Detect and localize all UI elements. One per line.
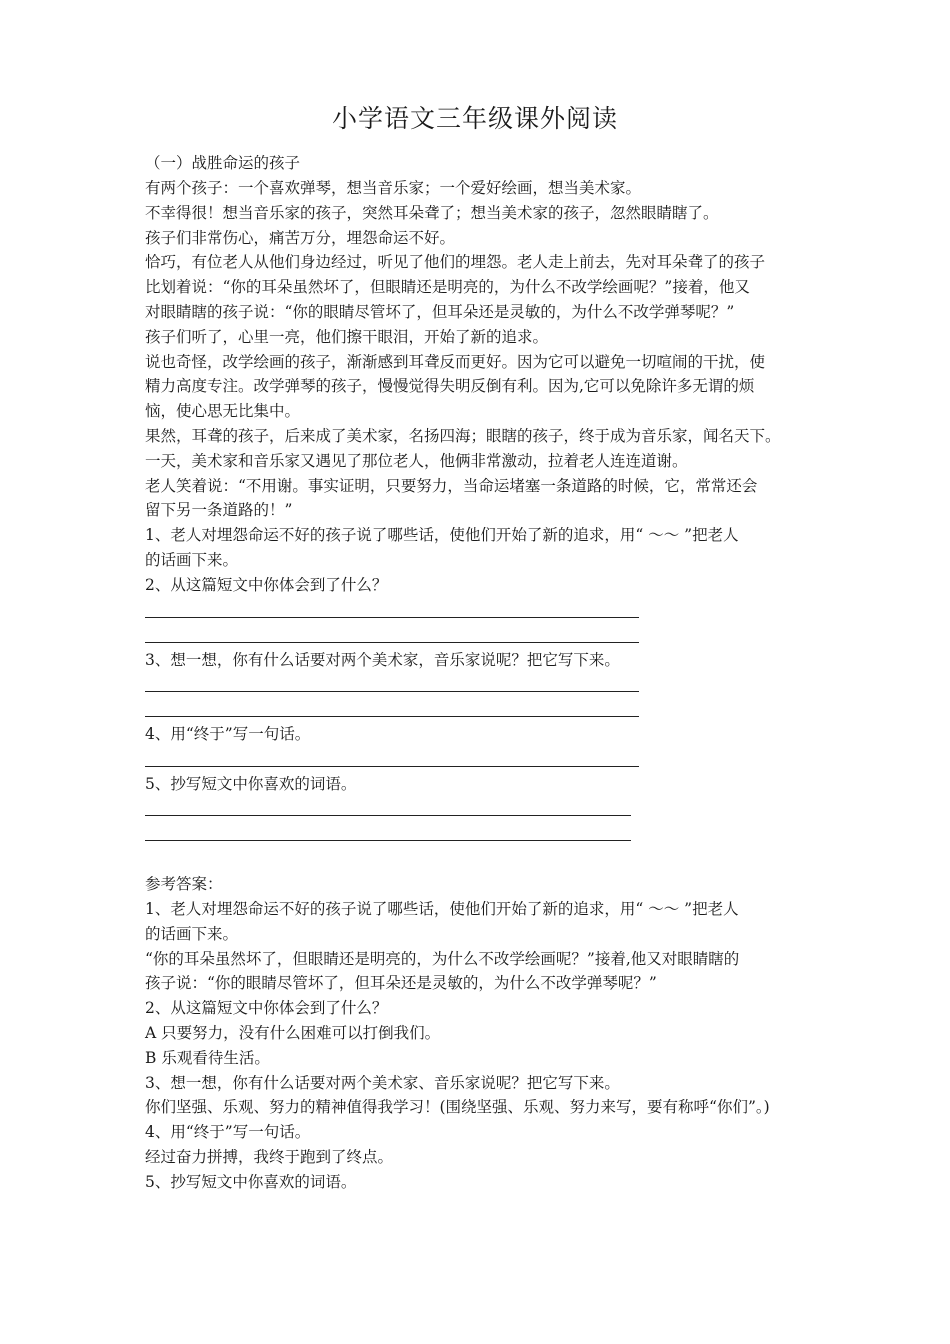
answer-line: 1、老人对埋怨命运不好的孩子说了哪些话，使他们开始了新的追求，用“ ～～ ”把老人 bbox=[145, 900, 739, 918]
answer-line: 4、用“终于”写一句话。 bbox=[145, 1123, 311, 1141]
story-line: 说也奇怪，改学绘画的孩子，渐渐感到耳聋反而更好。因为它可以避免一切喧闹的干扰，使 bbox=[145, 353, 766, 371]
story-line: 精力高度专注。改学弹琴的孩子，慢慢觉得失明反倒有利。因为,它可以免除许多无谓的烦 bbox=[145, 377, 755, 395]
story-line: 不幸得很！想当音乐家的孩子，突然耳朵聋了；想当美术家的孩子，忽然眼睛瞎了。 bbox=[145, 204, 719, 222]
story-line: 恼，使心思无比集中。 bbox=[145, 402, 301, 420]
answer-line: 3、想一想，你有什么话要对两个美术家、音乐家说呢？把它写下来。 bbox=[145, 1074, 620, 1092]
answer-blank-line[interactable] bbox=[145, 642, 639, 643]
answer-line: A 只要努力，没有什么困难可以打倒我们。 bbox=[145, 1024, 441, 1042]
story-line: 恰巧，有位老人从他们身边经过，听见了他们的埋怨。老人走上前去，先对耳朵聋了的孩子 bbox=[145, 253, 766, 271]
story-line: 留下另一条道路的！” bbox=[145, 501, 293, 519]
story-line: 果然，耳聋的孩子，后来成了美术家，名扬四海；眼瞎的孩子，终于成为音乐家，闻名天下。 bbox=[145, 427, 781, 445]
question-1: 1、老人对埋怨命运不好的孩子说了哪些话，使他们开始了新的追求，用“ ～～ ”把老人 bbox=[145, 526, 739, 544]
answer-blank-line[interactable] bbox=[145, 617, 639, 618]
answer-line: B 乐观看待生活。 bbox=[145, 1049, 270, 1067]
story-line: 孩子们听了，心里一亮，他们擦干眼泪，开始了新的追求。 bbox=[145, 328, 549, 346]
question-5: 5、抄写短文中你喜欢的词语。 bbox=[145, 775, 357, 793]
answer-line: 2、从这篇短文中你体会到了什么？ bbox=[145, 999, 388, 1017]
answer-line: “你的耳朵虽然坏了，但眼睛还是明亮的，为什么不改学绘画呢？”接着,他又对眼睛瞎的 bbox=[145, 950, 740, 968]
answer-line: 经过奋力拼搏，我终于跑到了终点。 bbox=[145, 1148, 394, 1166]
story-line: 孩子们非常伤心，痛苦万分，埋怨命运不好。 bbox=[145, 229, 456, 247]
question-3: 3、想一想，你有什么话要对两个美术家，音乐家说呢？把它写下来。 bbox=[145, 651, 620, 669]
answer-line: 你们坚强、乐观、努力的精神值得我学习！(围绕坚强、乐观、努力来写，要有称呼“你们”。) bbox=[145, 1098, 770, 1116]
answer-blank-line[interactable] bbox=[145, 691, 639, 692]
section-heading: （一）战胜命运的孩子 bbox=[145, 154, 301, 172]
answer-line: 孩子说：“你的眼睛尽管坏了，但耳朵还是灵敏的，为什么不改学弹琴呢？” bbox=[145, 974, 657, 992]
question-1-cont: 的话画下来。 bbox=[145, 551, 239, 569]
answer-blank-line[interactable] bbox=[145, 716, 639, 717]
document-title: 小学语文三年级课外阅读 bbox=[331, 104, 618, 133]
story-line: 对眼睛瞎的孩子说：“你的眼睛尽管坏了，但耳朵还是灵敏的，为什么不改学弹琴呢？” bbox=[145, 303, 735, 321]
answer-line: 的话画下来。 bbox=[145, 925, 239, 943]
story-line: 老人笑着说：“不用谢。事实证明，只要努力，当命运堵塞一条道路的时候，它，常常还会 bbox=[145, 477, 758, 495]
answer-blank-line[interactable] bbox=[145, 766, 639, 767]
answer-blank-line[interactable] bbox=[145, 840, 631, 841]
story-line: 有两个孩子：一个喜欢弹琴，想当音乐家；一个爱好绘画，想当美术家。 bbox=[145, 179, 642, 197]
story-line: 一天，美术家和音乐家又遇见了那位老人，他俩非常激动，拉着老人连连道谢。 bbox=[145, 452, 688, 470]
answer-line: 5、抄写短文中你喜欢的词语。 bbox=[145, 1173, 357, 1191]
story-line: 比划着说：“你的耳朵虽然坏了，但眼睛还是明亮的，为什么不改学绘画呢？”接着，他又 bbox=[145, 278, 750, 296]
answer-blank-line[interactable] bbox=[145, 815, 631, 816]
answers-heading: 参考答案： bbox=[145, 875, 223, 893]
question-2: 2、从这篇短文中你体会到了什么？ bbox=[145, 576, 388, 594]
question-4: 4、用“终于”写一句话。 bbox=[145, 725, 311, 743]
